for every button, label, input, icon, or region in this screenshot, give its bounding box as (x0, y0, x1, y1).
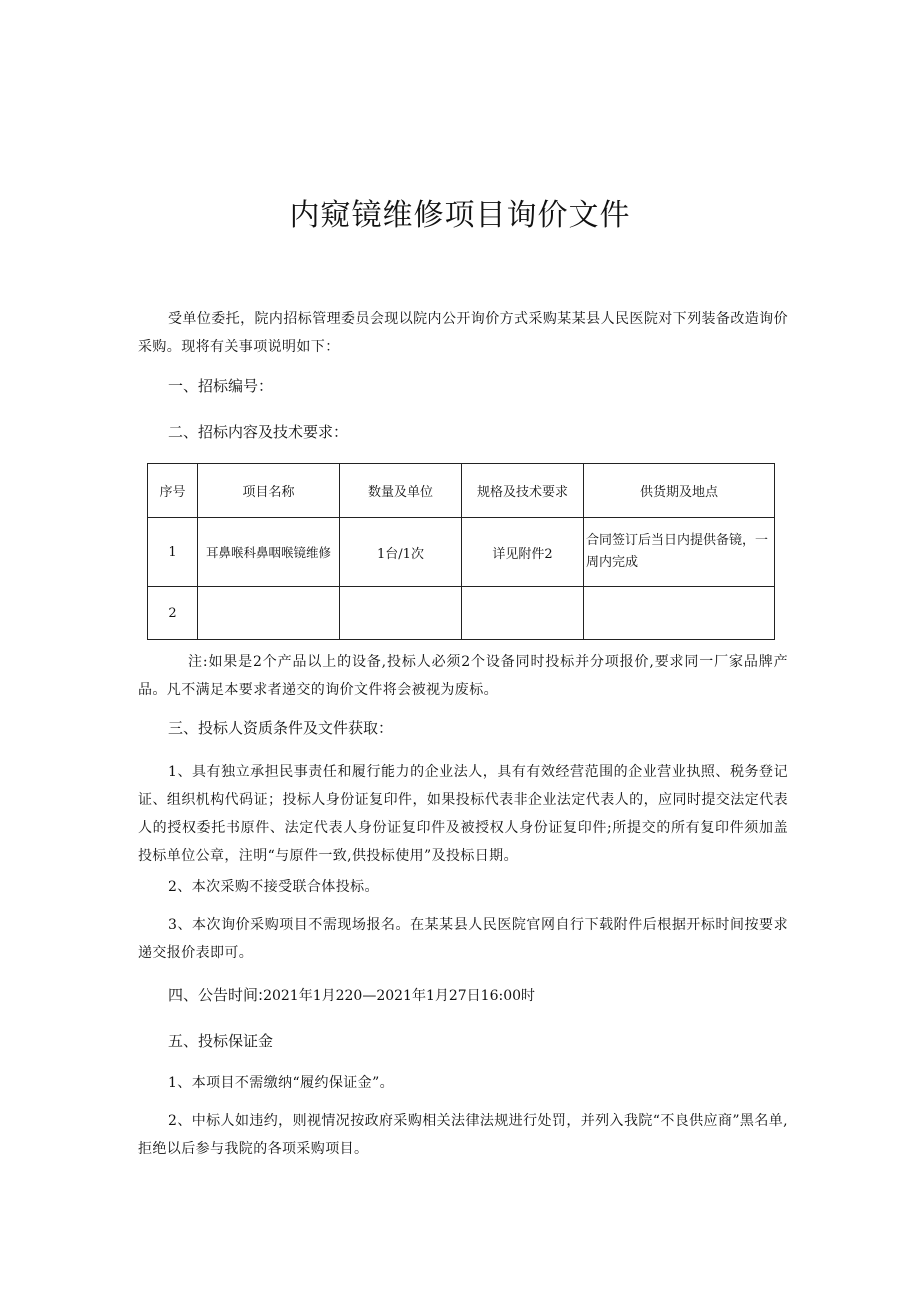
section4-heading (168, 984, 535, 1007)
header-index: 序号 (148, 464, 198, 518)
table-cell (198, 587, 340, 640)
header-quantity: 数量及单位 (340, 464, 462, 518)
table-cell (340, 587, 462, 640)
table-cell: 耳鼻喉科鼻咽喉镜维修 (198, 518, 340, 587)
table-cell (462, 587, 584, 640)
section3-item-2: 2、本次采购不接受联合体投标。 (168, 879, 379, 895)
section5-item-2: 2、中标人如违约，则视情况按政府采购相关法律法规进行处罚，并列入我院“不良供应商”黑名单,拒绝以后参与我院的各项采购项目。 (138, 1113, 788, 1157)
document-title: 内窥镜维修项目询价文件 (289, 198, 631, 233)
table-cell: 1台/1次 (340, 518, 462, 587)
intro-paragraph: 受单位委托，院内招标管理委员会现以院内公开询价方式采购某某县人民医院对下列装备改造询价采购。现将有关事项说明如下： (138, 311, 788, 355)
announcement-period: 2021年1月220—2021年1月27日16:00时 (263, 988, 536, 1004)
table-cell (584, 587, 775, 640)
section3-heading: 三、投标人资质条件及文件获取： (168, 719, 394, 737)
section1-heading: 一、招标编号： (168, 377, 274, 395)
header-delivery: 供货期及地点 (584, 464, 775, 518)
header-specs: 规格及技术要求 (462, 464, 584, 518)
section5-heading: 五、投标保证金 (168, 1032, 274, 1050)
bid-items-table (147, 463, 775, 640)
table-row (148, 518, 775, 587)
section5-item-1: 1、本项目不需缴纳“履约保证金”。 (168, 1075, 395, 1091)
table-note: 注:如果是2个产品以上的设备,投标人必须2个设备同时投标并分项报价,要求同一厂家品牌产品。凡不满足本要求者递交的询价文件将会被视为废标。 (138, 654, 788, 698)
table-header-row (148, 464, 775, 518)
header-item-name: 项目名称 (198, 464, 340, 518)
table-cell: 2 (148, 587, 198, 640)
section3-item-1: 1、具有独立承担民事责任和履行能力的企业法人，具有有效经营范围的企业营业执照、税务登记证、组织机构代码证；投标人身份证复印件，如果投标代表非企业法定代表人的，应同时提交法定代表人的授权委托书原件、法定代表人身份证复印件及被授权人身份证复印件;所提交的所有复印件须加盖投标单位公章，注明“与原件一致,供投标使用”及投标日期。 (138, 764, 788, 864)
section2-heading: 二、招标内容及技术要求： (168, 423, 349, 441)
section3-item-3: 3、本次询价采购项目不需现场报名。在某某县人民医院官网自行下载附件后根据开标时间按要求递交报价表即可。 (138, 917, 788, 961)
table-cell: 合同签订后当日内提供备镜，一周内完成 (584, 518, 775, 587)
table-cell: 1 (148, 518, 198, 587)
table-cell: 详见附件2 (462, 518, 584, 587)
table-row (148, 587, 775, 640)
section4-label: 四、公告时间: (168, 986, 264, 1004)
